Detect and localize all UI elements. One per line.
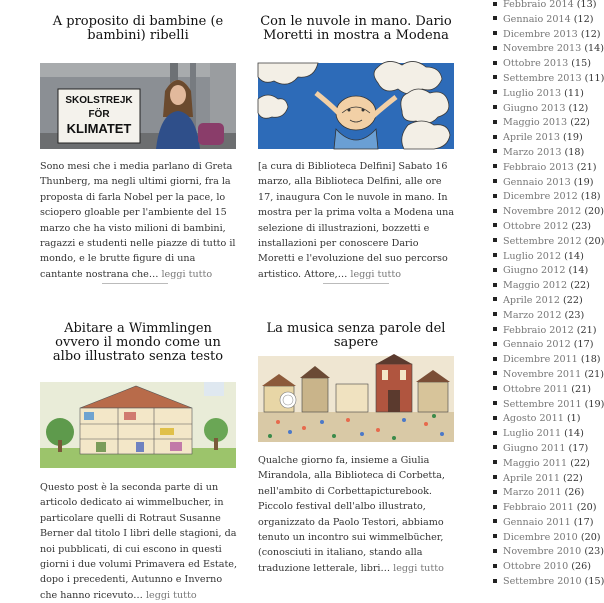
bullet-icon: [493, 312, 497, 316]
archive-item: [492, 220, 600, 235]
archive-link[interactable]: Dicembre 2010: [503, 531, 578, 543]
bullet-icon: [493, 61, 497, 65]
archive-count: (22): [570, 280, 590, 292]
bullet-icon: [493, 164, 497, 168]
archive-link[interactable]: Dicembre 2012: [503, 191, 578, 203]
archive-count: (20): [584, 206, 604, 218]
archive-item: [492, 235, 604, 250]
archive-item: [492, 205, 604, 220]
archive-count: (11): [584, 72, 604, 84]
sign-text: KLIMATET: [66, 121, 132, 136]
archive-item: [492, 472, 600, 487]
archive-item: [492, 560, 600, 575]
bullet-icon: [493, 253, 497, 257]
bullet-icon: [493, 297, 497, 301]
read-more-link[interactable]: leggi tutto: [393, 562, 444, 574]
archive-item: [492, 279, 600, 294]
archive-link[interactable]: Gennaio 2014: [503, 13, 571, 25]
bullet-icon: [493, 371, 497, 375]
archive-count: (19): [563, 132, 583, 144]
archive-count: (23): [571, 220, 591, 232]
post-card: [258, 14, 455, 280]
archive-count: (18): [580, 191, 601, 203]
archive-count: (12): [568, 102, 589, 114]
bullet-icon: [493, 327, 497, 331]
bullet-icon: [493, 268, 497, 272]
bullet-icon: [493, 135, 497, 139]
archive-item: [492, 250, 600, 265]
post-card: [40, 321, 238, 601]
read-more-link[interactable]: leggi tutto: [350, 268, 402, 280]
archive-link[interactable]: Ottobre 2013: [503, 58, 569, 70]
archive-link[interactable]: Settembre 2012: [503, 235, 582, 247]
post-thumbnail-image[interactable]: [258, 356, 454, 442]
bullet-icon: [493, 460, 497, 464]
archive-count: (23): [564, 309, 585, 321]
archive-count: (13): [576, 0, 597, 10]
archive-link[interactable]: Maggio 2012: [503, 280, 568, 292]
archive-link[interactable]: Gennaio 2013: [503, 176, 571, 188]
bullet-icon: [493, 238, 497, 242]
bullet-icon: [493, 416, 497, 420]
archive-count: (20): [576, 502, 597, 514]
archive-link[interactable]: Novembre 2010: [503, 546, 582, 558]
archive-link[interactable]: Gennaio 2011: [503, 516, 571, 528]
bullet-icon: [493, 431, 497, 435]
bullet-icon: [493, 16, 497, 20]
archive-item: [492, 161, 600, 176]
archive-count: (22): [570, 457, 590, 469]
post-excerpt: [258, 159, 458, 282]
archive-count: (17): [573, 516, 594, 528]
archive-item: [492, 353, 600, 368]
archive-link[interactable]: Novembre 2013: [503, 43, 582, 55]
archive-link[interactable]: Dicembre 2013: [503, 28, 578, 40]
bullet-icon: [493, 194, 497, 198]
bullet-icon: [493, 31, 497, 35]
archive-link[interactable]: Marzo 2011: [503, 487, 562, 499]
archive-item: [492, 427, 600, 442]
archive-count: (15): [571, 58, 591, 70]
archive-item: [492, 486, 600, 501]
archive-count: (17): [568, 442, 589, 454]
archive-link[interactable]: Ottobre 2012: [503, 220, 569, 232]
archive-item: [492, 309, 600, 324]
archive-count: (22): [563, 472, 583, 484]
archive-count: (14): [584, 43, 604, 55]
archive-link[interactable]: Febbraio 2014: [503, 0, 574, 10]
archive-link[interactable]: Agosto 2011: [503, 413, 564, 425]
archive-count: (1): [566, 413, 581, 425]
archive-link[interactable]: Settembre 2011: [503, 398, 582, 410]
bullet-icon: [493, 283, 497, 287]
divider: [323, 283, 389, 284]
archive-link[interactable]: Aprile 2012: [503, 294, 560, 306]
archive-item: [492, 531, 600, 546]
bullet-icon: [493, 90, 497, 94]
archive-link[interactable]: Luglio 2012: [503, 250, 562, 262]
archive-count: (15): [584, 576, 604, 588]
archive-link[interactable]: Settembre 2013: [503, 72, 582, 84]
archive-count: (20): [584, 235, 604, 247]
bullet-icon: [493, 564, 497, 568]
sign-text: FÖR: [88, 109, 110, 120]
bullet-icon: [493, 579, 497, 583]
archive-count: (20): [580, 531, 601, 543]
archive-item: [492, 102, 600, 117]
bullet-icon: [493, 505, 497, 509]
archive-item: [492, 146, 600, 161]
archive-item: [492, 13, 600, 28]
archive-link[interactable]: Febbraio 2012: [503, 324, 574, 336]
bullet-icon: [493, 357, 497, 361]
archive-item: [492, 575, 604, 590]
post-excerpt-text: Qualche giorno fa, insieme a Giulia Mirandola, alla Biblioteca di Corbetta, nell'ambito di Corbettapicturebook. Piccolo festival dell'albo illustrato, organizzato da Paolo Testori, abbiamo tenuto un incontro sui wimmelbücher, (conosciuti in italiano, stando alla traduzione letterale, libri…: [258, 455, 445, 574]
archive-count: (12): [573, 13, 594, 25]
archive-link[interactable]: Febbraio 2011: [503, 502, 574, 514]
archive-count: (11): [564, 87, 584, 99]
archive-link[interactable]: Novembre 2012: [503, 206, 582, 218]
archive-item: [492, 190, 600, 205]
archive-count: (21): [584, 368, 604, 380]
bullet-icon: [493, 534, 497, 538]
post-thumbnail-image[interactable]: [258, 63, 454, 149]
post-excerpt: [40, 159, 240, 282]
archive-count: (17): [573, 339, 594, 351]
archive-item: [492, 72, 604, 87]
bullet-icon: [493, 46, 497, 50]
post-thumbnail-image[interactable]: [40, 382, 236, 468]
post-excerpt-text: Questo post è la seconda parte di un articolo dedicato ai wimmelbucher, in particolare quelli di Rotraut Susanne Berner dal titolo I libri delle stagioni, da noi pubblicati, di cui escono in questi giorni i due volumi Primavera ed Estate, dopo i precedenti, Autunno e Inverno che hanno ricevuto…: [40, 482, 238, 601]
archive-count: (12): [580, 28, 601, 40]
archive-item: [492, 87, 600, 102]
archive-count: (18): [580, 354, 601, 366]
archive-item: [492, 116, 600, 131]
archive-item: [492, 294, 600, 309]
archive-item: [492, 264, 600, 279]
archive-item: [492, 176, 600, 191]
archive-count: (26): [564, 487, 585, 499]
archive-count: (22): [563, 294, 583, 306]
bullet-icon: [493, 209, 497, 213]
archive-item: [492, 338, 600, 353]
post-title[interactable]: Abitare a Wimmlingen ovvero il mondo come un albo illustrato senza testo: [52, 321, 224, 364]
bullet-icon: [493, 519, 497, 523]
archive-count: (21): [576, 324, 597, 336]
archive-item: [492, 545, 604, 560]
archive-item: [492, 42, 604, 57]
bullet-icon: [493, 342, 497, 346]
bullet-icon: [493, 549, 497, 553]
archive-link[interactable]: Marzo 2012: [503, 309, 562, 321]
bullet-icon: [493, 179, 497, 183]
archive-count: (14): [564, 428, 584, 440]
archive-count: (19): [584, 398, 604, 410]
post-title[interactable]: A proposito di bambine (e bambini) ribelli: [52, 14, 224, 43]
bullet-icon: [493, 75, 497, 79]
archive-link[interactable]: Settembre 2010: [503, 576, 582, 588]
post-card: [40, 14, 236, 280]
archive-item: [492, 383, 600, 398]
post-card: [258, 321, 454, 574]
archive-link[interactable]: Gennaio 2012: [503, 339, 571, 351]
archive-link[interactable]: Dicembre 2011: [503, 354, 578, 366]
bullet-icon: [493, 2, 497, 6]
archive-item: [492, 57, 600, 72]
archive-count: (18): [564, 146, 585, 158]
read-more-link[interactable]: leggi tutto: [145, 589, 197, 601]
archive-item: [492, 516, 600, 531]
archive-link[interactable]: Maggio 2013: [503, 117, 568, 129]
archive-item: [492, 442, 600, 457]
post-title[interactable]: La musica senza parole del sapere: [266, 321, 446, 350]
bullet-icon: [493, 401, 497, 405]
post-excerpt: [40, 480, 240, 603]
archive-item: [492, 0, 600, 13]
bullet-icon: [493, 445, 497, 449]
archive-item: [492, 501, 600, 516]
post-excerpt-text: [a cura di Biblioteca Delfini] Sabato 16 marzo, alla Biblioteca Delfini, alle ore 17, inaugura Con le nuvole in mano. In mostra per la prima volta a Modena una selezione di illustrazioni, bozzetti e installazioni per conoscere Dario Moretti e l'evoluzione del suo percorso artistico. Attore,…: [258, 161, 455, 280]
bullet-icon: [493, 223, 497, 227]
archive-count: (26): [571, 561, 591, 573]
sign-text: SKOLSTREJK: [65, 95, 133, 106]
archive-count: (19): [573, 176, 594, 188]
archive-link[interactable]: Aprile 2011: [503, 472, 560, 484]
archive-count: (21): [576, 161, 597, 173]
archive-link[interactable]: Maggio 2011: [503, 457, 568, 469]
post-thumbnail-image[interactable]: [40, 63, 236, 149]
archive-link[interactable]: Novembre 2011: [503, 368, 582, 380]
archive-item: [492, 457, 600, 472]
bullet-icon: [493, 386, 497, 390]
read-more-link[interactable]: leggi tutto: [161, 268, 213, 280]
archive-item: [492, 131, 600, 146]
bullet-icon: [493, 120, 497, 124]
post-excerpt: [258, 453, 458, 576]
archive-link[interactable]: Aprile 2013: [503, 132, 560, 144]
archive-count: (23): [584, 546, 604, 558]
archive-item: [492, 324, 600, 339]
archive-link[interactable]: Giugno 2012: [503, 265, 566, 277]
archive-count: (14): [568, 265, 589, 277]
archive-link[interactable]: Ottobre 2010: [503, 561, 569, 573]
post-title[interactable]: Con le nuvole in mano. Dario Moretti in mostra a Modena: [260, 14, 452, 43]
archive-item: [492, 412, 600, 427]
archive-list: [492, 0, 604, 590]
bullet-icon: [493, 475, 497, 479]
bullet-icon: [493, 149, 497, 153]
archive-link[interactable]: Febbraio 2013: [503, 161, 574, 173]
post-excerpt-text: Sono mesi che i media parlano di Greta Thunberg, ma negli ultimi giorni, fra la proposta di farla Nobel per la pace, lo sciopero gloable per l'ambiente del 15 marzo che ha visto milioni di bambini, ragazzi e studenti nelle piazze di tutto il mondo, e le brutte figure di una cantante nostrana che…: [40, 161, 236, 280]
bullet-icon: [493, 105, 497, 109]
archive-count: (21): [571, 383, 591, 395]
archive-item: [492, 398, 604, 413]
archive-link[interactable]: Luglio 2011: [503, 428, 562, 440]
bullet-icon: [493, 490, 497, 494]
archive-item: [492, 28, 600, 43]
archive-link[interactable]: Luglio 2013: [503, 87, 562, 99]
archive-count: (14): [564, 250, 584, 262]
archive-item: [492, 368, 604, 383]
archive-link[interactable]: Giugno 2013: [503, 102, 566, 114]
archive-count: (22): [570, 117, 590, 129]
divider: [102, 283, 168, 284]
archive-link[interactable]: Marzo 2013: [503, 146, 562, 158]
archive-link[interactable]: Giugno 2011: [503, 442, 566, 454]
archive-link[interactable]: Ottobre 2011: [503, 383, 569, 395]
